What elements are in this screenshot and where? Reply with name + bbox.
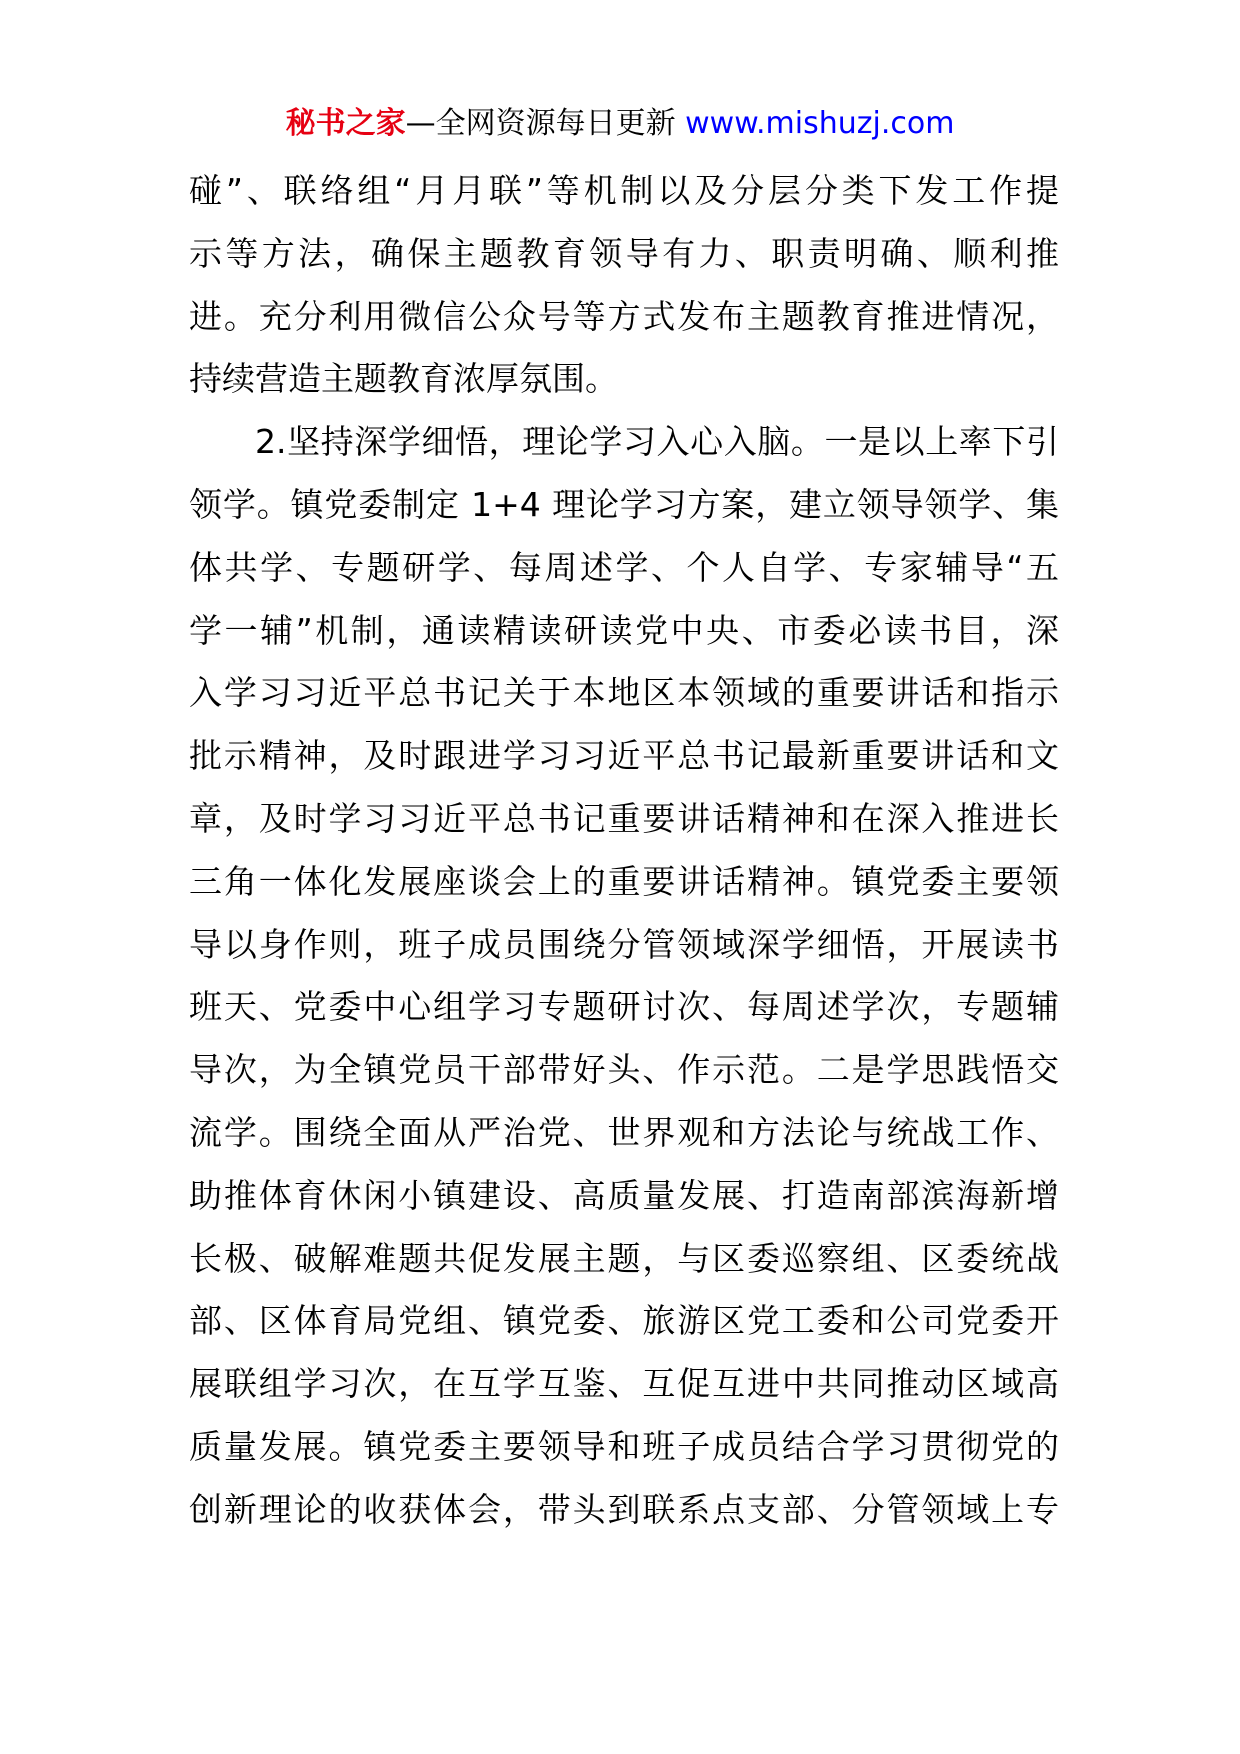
text-line: 入学习习近平总书记关于本地区本领域的重要讲话和指示 (189, 673, 1059, 713)
text-line: 批示精神，及时跟进学习习近平总书记最新重要讲话和文 (189, 736, 1059, 776)
text-line: 体共学、专题研学、每周述学、个人自学、专家辅导“五 (189, 547, 1059, 587)
text-line: 领学。镇党委制定 1+4 理论学习方案，建立领导领学、集 (189, 484, 1059, 524)
text-line: 章，及时学习习近平总书记重要讲话精神和在深入推进长 (189, 798, 1059, 838)
text-line: 创新理论的收获体会，带头到联系点支部、分管领域上专 (189, 1489, 1059, 1529)
header-tagline: 全网资源每日更新 (435, 106, 676, 141)
text-line: 流学。围绕全面从严治党、世界观和方法论与统战工作、 (189, 1112, 1059, 1152)
text-line: 学一辅”机制，通读精读研读党中央、市委必读书目，深 (189, 610, 1059, 650)
paragraph (189, 160, 1059, 411)
site-url-link[interactable]: www.mishuzj.com (685, 106, 955, 141)
text-line: 部、区体育局党组、镇党委、旅游区党工委和公司党委开 (189, 1301, 1059, 1341)
text-line: 班天、党委中心组学习专题研讨次、每周述学次，专题辅 (189, 987, 1059, 1027)
text-line: 助推体育休闲小镇建设、高质量发展、打造南部滨海新增 (189, 1175, 1059, 1215)
site-header (0, 104, 1240, 144)
text-line: 持续营造主题教育浓厚氛围。 (189, 359, 618, 399)
text-line: 碰”、联络组“月月联”等机制以及分层分类下发工作提 (189, 171, 1059, 210)
text-line: 长极、破解难题共促发展主题，与区委巡察组、区委统战 (189, 1238, 1059, 1278)
paragraph (189, 411, 1059, 1541)
brand-name: 秘书之家 (285, 106, 406, 141)
document-body (189, 160, 1059, 1542)
header-separator: — (405, 106, 436, 141)
text-line: 2.坚持深学细悟，理论学习入心入脑。一是以上率下引 (255, 422, 1059, 462)
text-line: 进。充分利用微信公众号等方式发布主题教育推进情况， (189, 296, 1059, 336)
text-line: 示等方法，确保主题教育领导有力、职责明确、顺利推 (189, 233, 1059, 273)
text-line: 三角一体化发展座谈会上的重要讲话精神。镇党委主要领 (189, 861, 1059, 901)
text-line: 导以身作则，班子成员围绕分管领域深学细悟，开展读书 (189, 924, 1059, 964)
text-line: 展联组学习次，在互学互鉴、互促互进中共同推动区域高 (189, 1364, 1059, 1404)
text-line: 导次，为全镇党员干部带好头、作示范。二是学思践悟交 (189, 1050, 1059, 1090)
text-line: 质量发展。镇党委主要领导和班子成员结合学习贯彻党的 (189, 1426, 1059, 1466)
